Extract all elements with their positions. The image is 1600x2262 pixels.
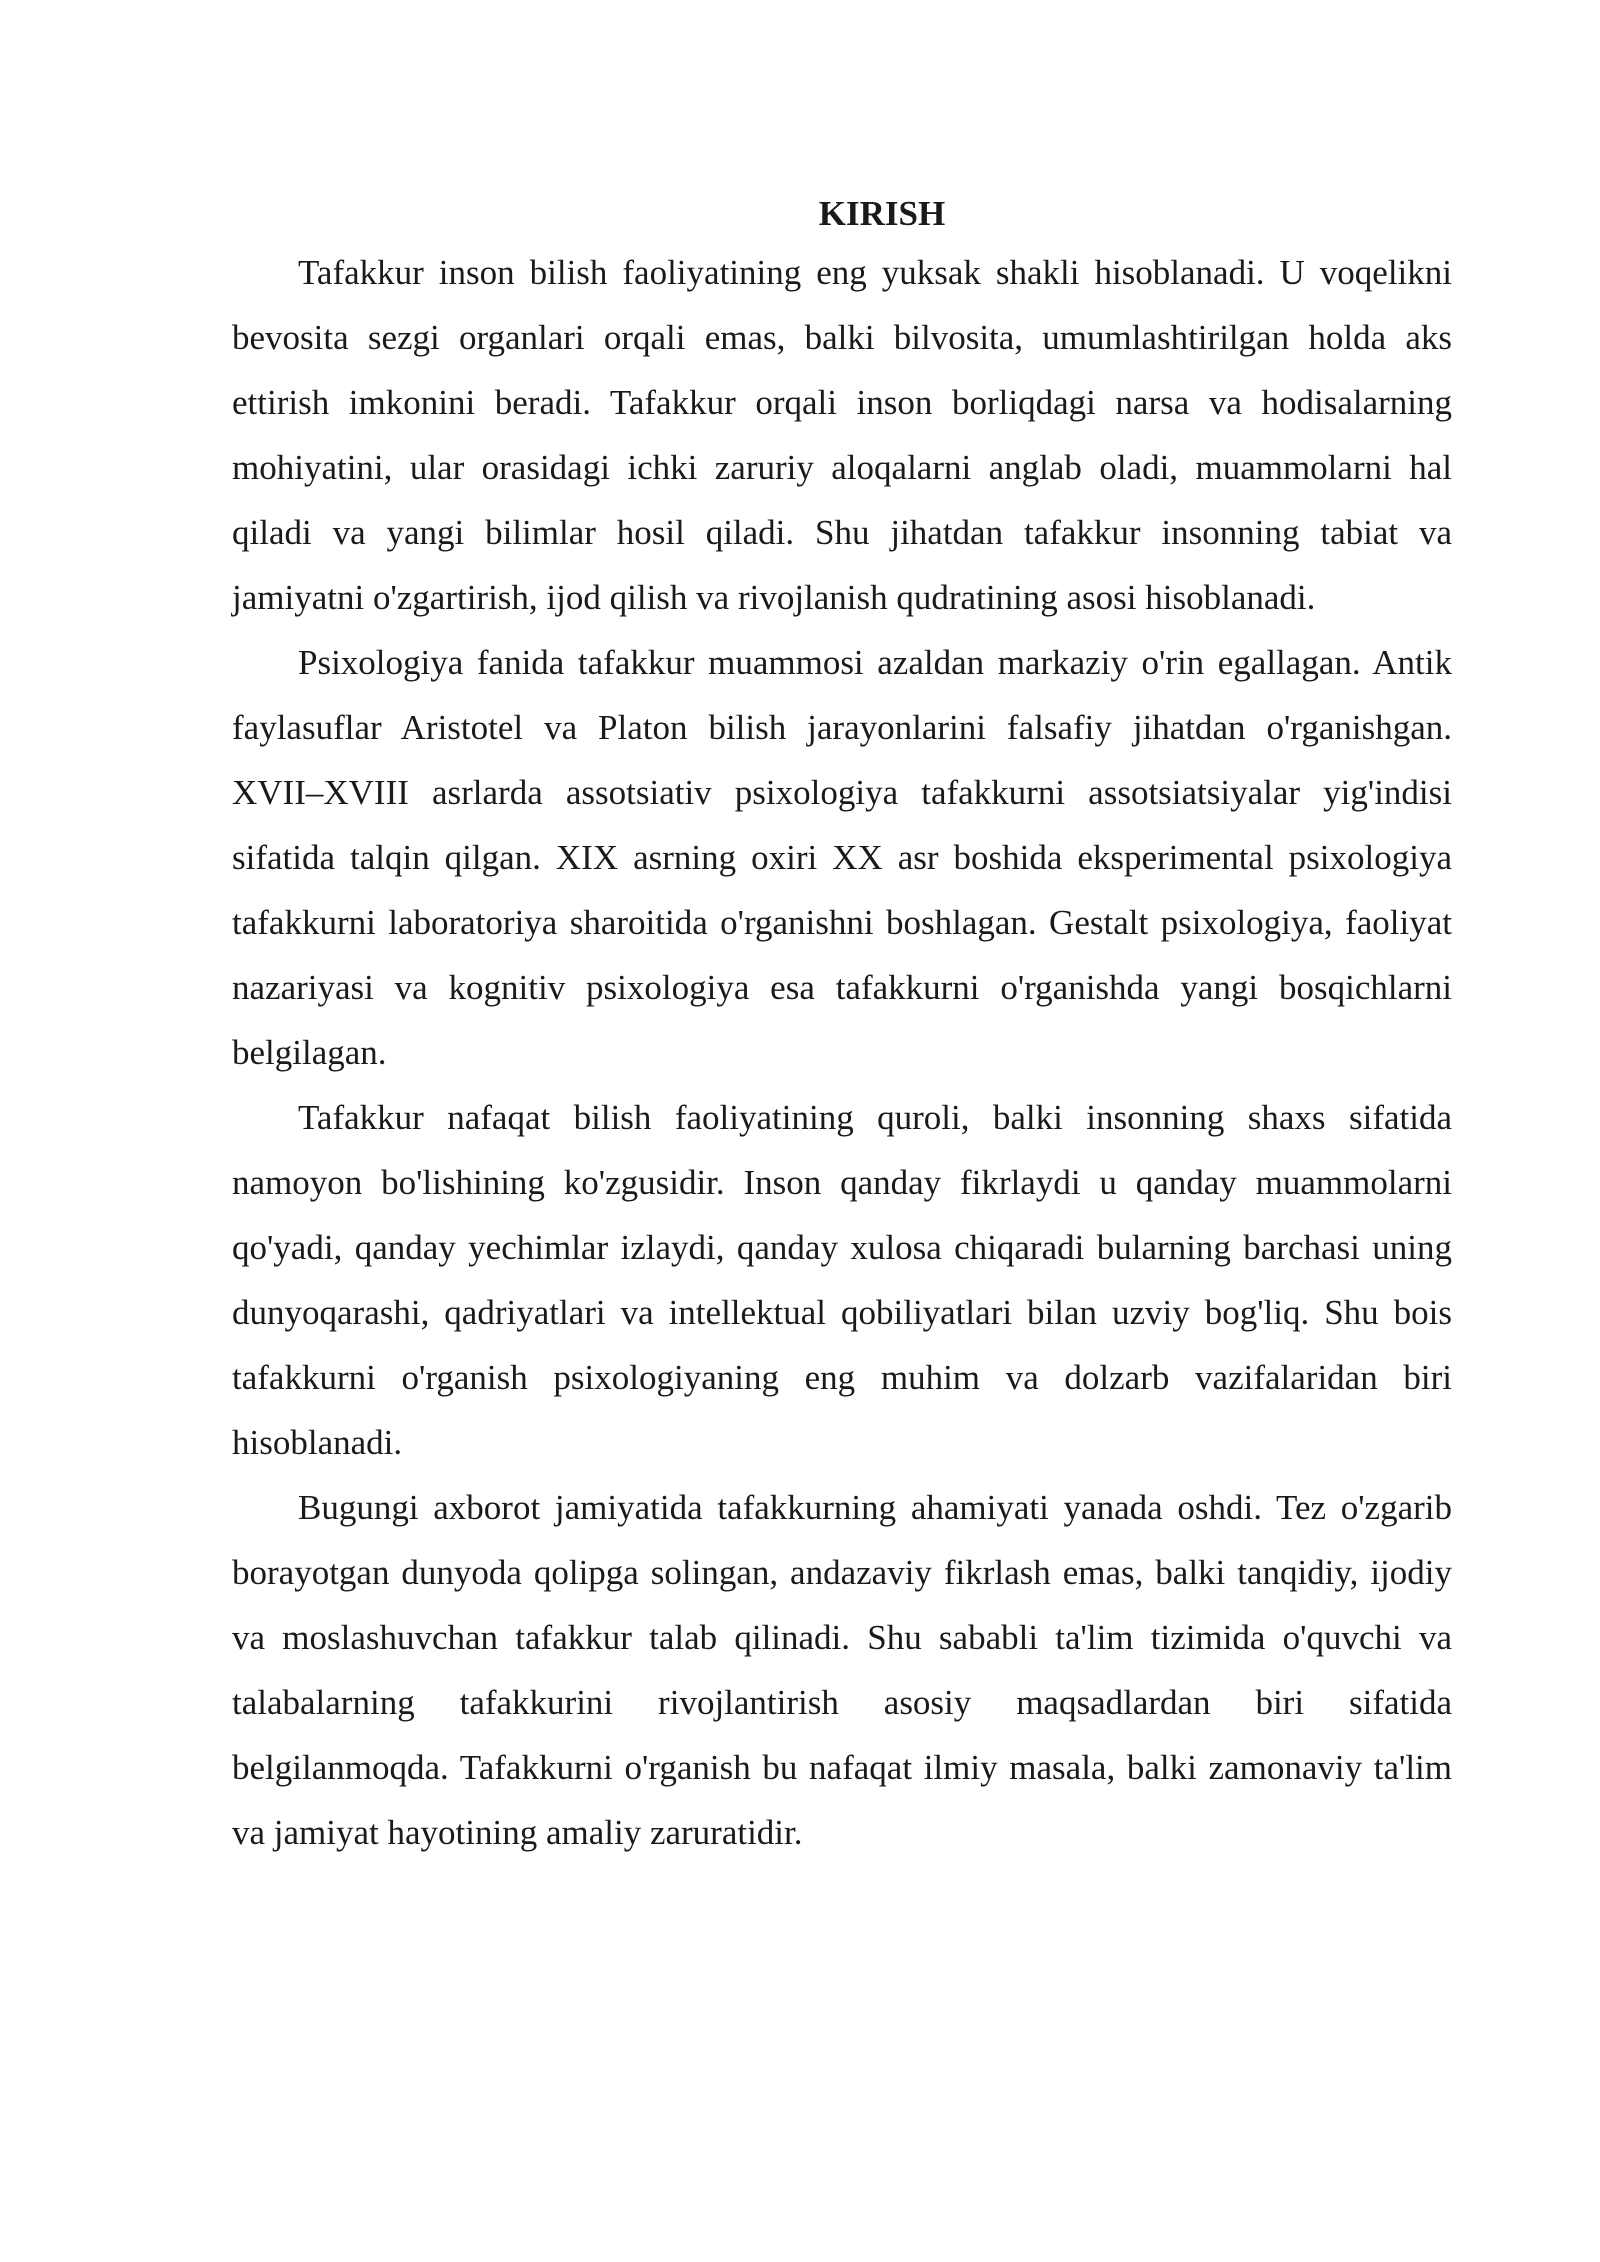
- page-title: KIRISH: [818, 194, 946, 233]
- paragraph-3: Tafakkur nafaqat bilish faoliyatining quroli, balki insonning shaxs sifatida namoyon bo'lishining ko'zgusidir. Inson qanday fikrlaydi u qanday muammolarni qo'yadi, qanday yechimlar izlaydi, qanday xulosa chiqaradi bularning barchasi uning dunyoqarashi, qadriyatlari va intellektual qobiliyatlari bilan uzviy bog'liq. Shu bois tafakkurni o'rganish psixologiyaning eng muhim va dolzarb vazifalaridan biri hisoblanadi.: [232, 1098, 1452, 1462]
- paragraph-2: Psixologiya fanida tafakkur muammosi azaldan markaziy o'rin egallagan. Antik faylasuflar Aristotel va Platon bilish jarayonlarini falsafiy jihatdan o'rganishgan. XVII–XVIII asrlarda assotsiativ psixologiya tafakkurni assotsiatsiyalar yig'indisi sifatida talqin qilgan. XIX asrning oxiri XX asr boshida eksperimental psixologiya tafakkurni laboratoriya sharoitida o'rganishni boshlagan. Gestalt psixologiya, faoliyat nazariyasi va kognitiv psixologiya esa tafakkurni o'rganishda yangi bosqichlarni belgilagan.: [232, 643, 1452, 1072]
- paragraph-1: Tafakkur inson bilish faoliyatining eng yuksak shakli hisoblanadi. U voqelikni bevosita sezgi organlari orqali emas, balki bilvosita, umumlashtirilgan holda aks ettirish imkonini beradi. Tafakkur orqali inson borliqdagi narsa va hodisalarning mohiyatini, ular orasidagi ichki zaruriy aloqalarni anglab oladi, muammolarni hal qiladi va yangi bilimlar hosil qiladi. Shu jihatdan tafakkur insonning tabiat va jamiyatni o'zgartirish, ijod qilish va rivojlanish qudratining asosi hisoblanadi.: [232, 253, 1452, 617]
- document-body: [232, 188, 1452, 1865]
- paragraph-4: Bugungi axborot jamiyatida tafakkurning ahamiyati yanada oshdi. Tez o'zgarib borayotgan dunyoda qolipga solingan, andazaviy fikrlash emas, balki tanqidiy, ijodiy va moslashuvchan tafakkur talab qilinadi. Shu sababli ta'lim tizimida o'quvchi va talabalarning tafakkurini rivojlantirish asosiy maqsadlardan biri sifatida belgilanmoqda. Tafakkurni o'rganish bu nafaqat ilmiy masala, balki zamonaviy ta'lim va jamiyat hayotining amaliy zaruratidir.: [232, 1488, 1452, 1852]
